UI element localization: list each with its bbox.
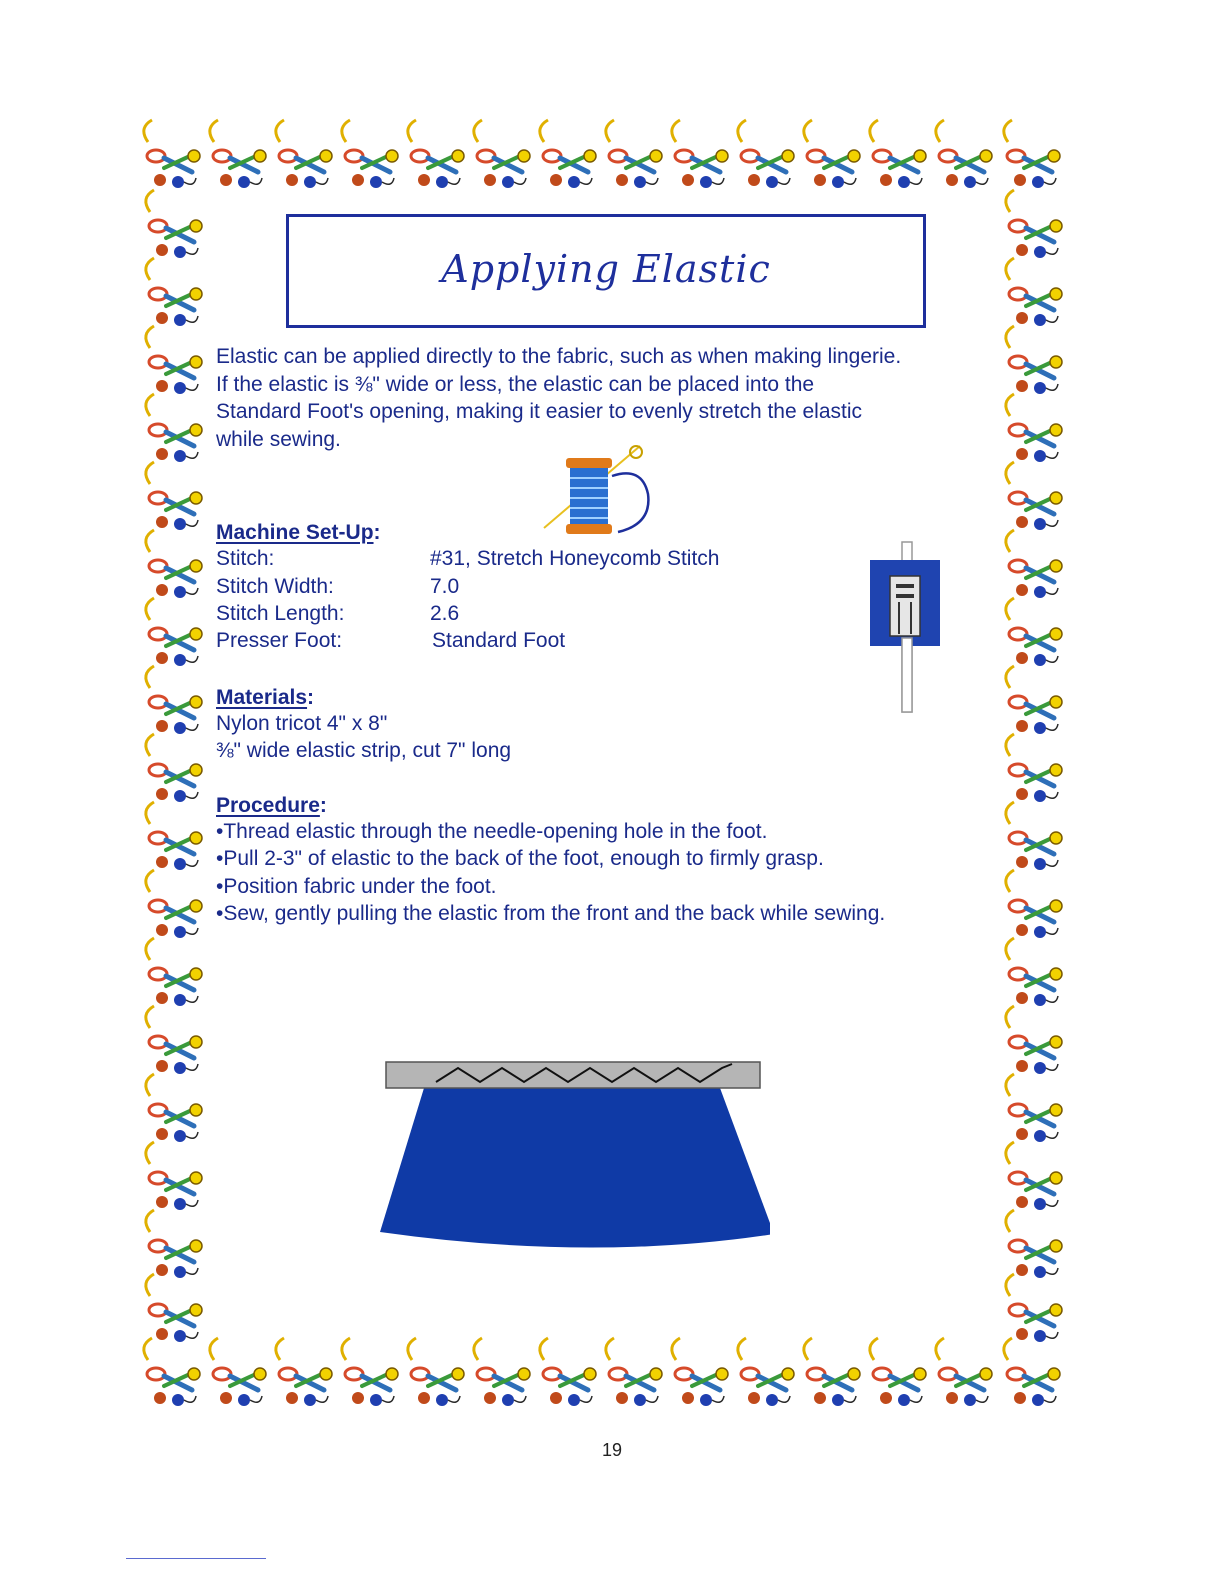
intro-line: Elastic can be applied directly to the fabric, such as when making lingerie. <box>216 345 902 368</box>
setup-label: Stitch: <box>216 547 275 570</box>
setup-row-stitch <box>216 547 720 571</box>
setup-value: 2.6 <box>430 602 460 625</box>
intro-line: If the elastic is ⅜" wide or less, the elastic can be placed into the <box>216 372 815 396</box>
procedure-step: •Thread elastic through the needle-opening hole in the foot. <box>216 820 768 843</box>
setup-value: Standard Foot <box>432 629 566 652</box>
border-left <box>146 190 202 1342</box>
materials-item: ⅜" wide elastic strip, cut 7" long <box>216 739 512 762</box>
setup-row-stitch-length <box>216 602 460 626</box>
setup-value: 7.0 <box>430 575 460 598</box>
materials-item: Nylon tricot 4" x 8" <box>216 712 388 735</box>
intro-line: Standard Foot's opening, making it easier to evenly stretch the elastic <box>216 400 863 423</box>
setup-label: Presser Foot: <box>216 629 343 652</box>
elastic-strip <box>386 1062 760 1088</box>
machine-setup-heading-text: Machine Set-Up <box>216 521 374 544</box>
presser-foot-icon <box>866 540 946 716</box>
border-top <box>144 120 1060 188</box>
intro-line: while sewing. <box>216 427 341 451</box>
heading-colon: : <box>307 686 315 709</box>
materials-heading-text: Materials <box>216 686 308 709</box>
setup-label: Stitch Width: <box>216 575 334 598</box>
setup-row-stitch-width <box>216 575 460 599</box>
thread-spool-icon <box>536 436 662 536</box>
page-title: Applying Elastic <box>441 247 771 291</box>
footer-rule <box>126 1558 266 1559</box>
title-box <box>286 214 926 328</box>
heading-colon: : <box>319 794 327 817</box>
materials-heading <box>216 686 314 710</box>
elastic-fabric-illustration <box>380 1056 770 1256</box>
page-number: 19 <box>601 1440 623 1460</box>
procedure-heading <box>216 794 327 818</box>
setup-label: Stitch Length: <box>216 602 345 625</box>
procedure-step: •Pull 2-3" of elastic to the back of the foot, enough to firmly grasp. <box>216 847 824 870</box>
procedure-heading-text: Procedure <box>216 794 320 817</box>
procedure-step: •Position fabric under the foot. <box>216 875 497 898</box>
heading-colon: : <box>373 521 381 544</box>
border-bottom <box>144 1338 1060 1406</box>
setup-value: #31, Stretch Honeycomb Stitch <box>430 547 720 570</box>
border-right <box>1006 190 1062 1342</box>
procedure-step: •Sew, gently pulling the elastic from the front and the back while sewing. <box>216 902 886 925</box>
setup-row-presser-foot <box>216 629 566 653</box>
machine-setup-heading <box>216 521 381 545</box>
fabric-shape <box>380 1088 770 1248</box>
